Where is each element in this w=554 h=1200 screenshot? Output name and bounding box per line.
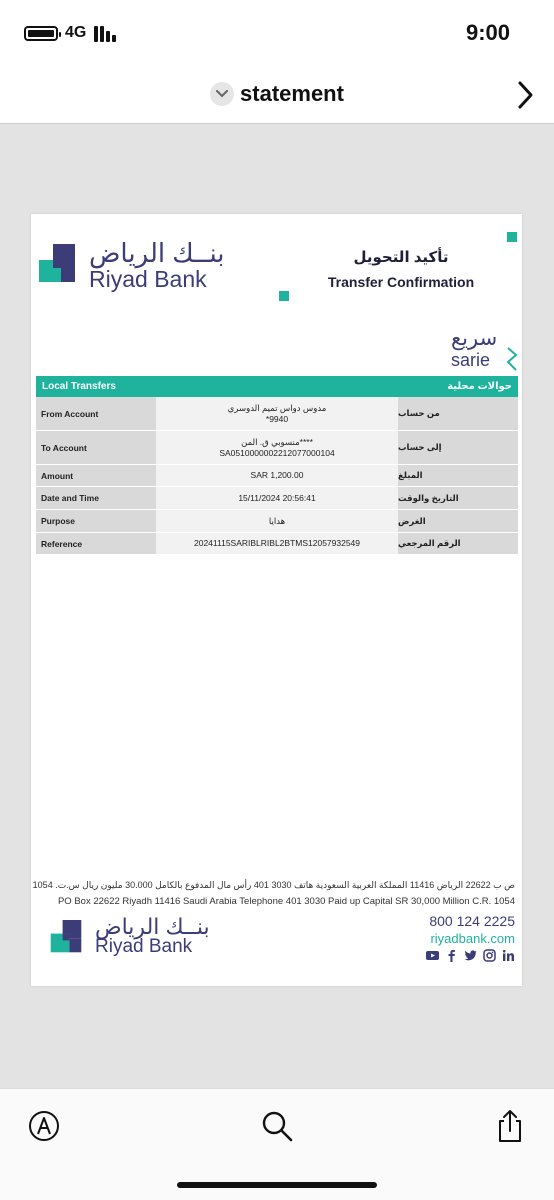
title-menu[interactable]	[0, 81, 554, 107]
logo-english-text: Riyad Bank	[89, 266, 207, 292]
riyad-bank-logo-footer	[49, 914, 229, 960]
riyad-bank-logo	[37, 238, 227, 294]
value-line: ****منسوبي ق. المن	[241, 436, 313, 447]
row-value	[156, 397, 398, 430]
website-link: riyadbank.com	[430, 931, 515, 946]
table-header-ar: حوالات محلية	[447, 381, 512, 392]
value-line: *9940	[265, 413, 289, 424]
social-icons	[409, 949, 515, 962]
twitter-icon	[464, 949, 477, 962]
sarie-mark-icon	[505, 346, 519, 372]
logo-arabic-text: بنــك الرياض	[95, 914, 210, 939]
clock: 9:00	[465, 20, 510, 45]
markup-icon[interactable]	[27, 1109, 61, 1143]
statement-page	[31, 214, 522, 986]
row-label: From Account	[36, 397, 156, 430]
decor-square	[279, 291, 289, 301]
row-label: Amount	[36, 465, 156, 486]
row-label-ar: إلى حساب	[398, 431, 518, 464]
table-row	[36, 431, 518, 465]
row-value: هدايا	[156, 510, 398, 532]
chevron-down-icon[interactable]	[210, 82, 234, 106]
footer-address-english: PO Box 22622 Riyadh 11416 Saudi Arabia Telephone 401 3030 Paid up Capital SR 30,000 Million C.R. 1054	[57, 896, 515, 907]
chevron-right-icon[interactable]	[514, 80, 536, 110]
phone-number: 800 124 2225	[429, 913, 515, 929]
sarie-logo	[447, 328, 521, 374]
transfer-table	[36, 376, 518, 555]
youtube-icon	[426, 949, 439, 962]
share-icon[interactable]	[493, 1109, 527, 1143]
document-title[interactable]: statement	[240, 81, 344, 106]
table-row	[36, 465, 518, 487]
facebook-icon	[445, 949, 458, 962]
row-label-ar: التاريخ والوقت	[398, 487, 518, 509]
battery-icon	[24, 26, 58, 41]
riyad-bank-logo-mark	[49, 920, 83, 954]
instagram-icon	[483, 949, 496, 962]
nav-bar	[0, 64, 554, 124]
table-row	[36, 487, 518, 510]
table-header	[36, 376, 518, 397]
home-indicator[interactable]	[177, 1182, 377, 1188]
riyad-bank-logo-mark	[37, 244, 77, 284]
linkedin-icon	[502, 949, 515, 962]
row-label: To Account	[36, 431, 156, 464]
document-viewer[interactable]	[0, 124, 554, 1088]
decor-square	[507, 232, 517, 242]
value-line: SA0510000002212077000104	[219, 447, 335, 458]
network-type: 4G	[65, 24, 87, 41]
logo-english-text: Riyad Bank	[95, 936, 193, 957]
table-header-en: Local Transfers	[42, 381, 116, 392]
row-value: 15/11/2024 20:56:41	[156, 487, 398, 509]
row-value	[156, 431, 398, 464]
bottom-toolbar	[0, 1088, 554, 1200]
table-row	[36, 533, 518, 555]
row-label: Reference	[36, 533, 156, 554]
row-label: Purpose	[36, 510, 156, 532]
value-line: مدوس دواس تميم الدوسري	[227, 402, 327, 413]
status-bar	[0, 0, 554, 64]
row-value: 20241115SARIBLRIBL2BTMS12057932549	[156, 533, 398, 554]
row-label-ar: الغرض	[398, 510, 518, 532]
title-arabic: تأكيد التحويل	[353, 249, 449, 266]
row-label-ar: المبلغ	[398, 465, 518, 486]
footer-address-arabic: ص ب 22622 الرياض 11416 المملكة العربية السعودية هاتف 3030 401 رأس مال المدفوع بالكامل 30.000 مليون ريال س.ت. 1054	[32, 880, 515, 890]
logo-arabic-text: بنــك الرياض	[89, 238, 225, 268]
title-english: Transfer Confirmation	[327, 274, 475, 290]
sarie-arabic: سريع	[451, 327, 498, 350]
row-label-ar: الرقم المرجعي	[398, 533, 518, 554]
signal-icon	[94, 26, 118, 42]
table-row	[36, 397, 518, 431]
table-row	[36, 510, 518, 533]
sarie-english: sarie	[451, 350, 491, 370]
search-icon[interactable]	[260, 1109, 294, 1143]
row-value: SAR 1,200.00	[156, 465, 398, 486]
row-label: Date and Time	[36, 487, 156, 509]
row-label-ar: من حساب	[398, 397, 518, 430]
